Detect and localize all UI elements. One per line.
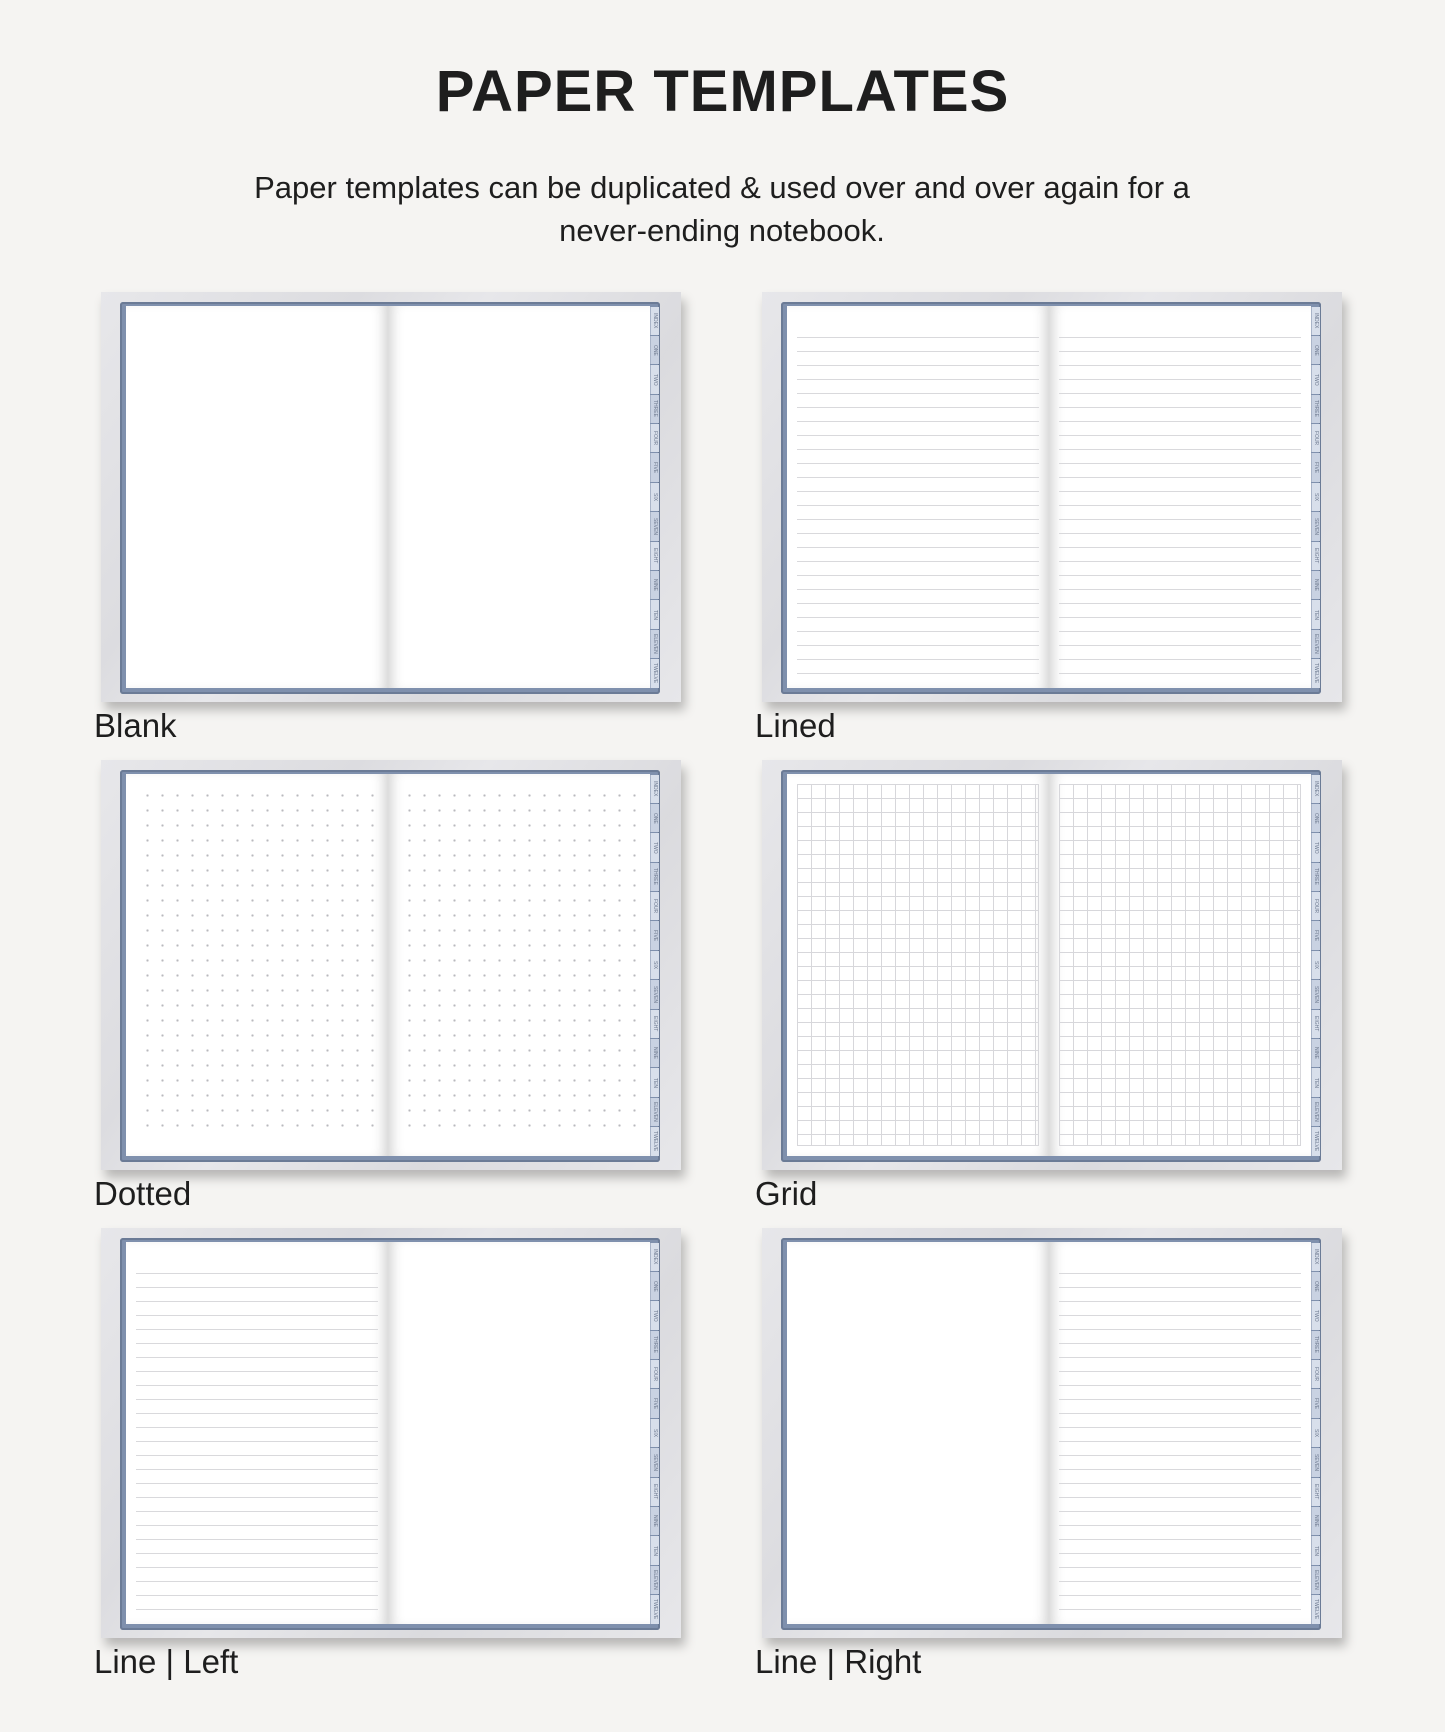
planner-tab: ONE — [650, 336, 659, 364]
planner-cover — [781, 770, 1321, 1162]
left-page-pattern — [797, 324, 1039, 680]
planner-tab: FOUR — [1311, 1360, 1320, 1388]
planner-tab: TEN — [650, 1536, 659, 1564]
planner-tab: TWELVE — [1311, 1127, 1320, 1155]
left-page-pattern — [136, 1260, 378, 1616]
planner-tab: FOUR — [650, 1360, 659, 1388]
planner-tab: INDEX — [1311, 775, 1320, 803]
planner-preview — [762, 1228, 1342, 1638]
template-label: Line | Right — [755, 1643, 922, 1680]
left-page — [126, 774, 388, 1156]
planner-tab: INDEX — [1311, 307, 1320, 335]
planner-tab: ONE — [1311, 1272, 1320, 1300]
template-card-line-left[interactable] — [94, 1228, 681, 1680]
planner-cover — [120, 302, 660, 694]
planner-preview — [101, 760, 681, 1170]
planner-tab: TWELVE — [650, 1127, 659, 1155]
planner-tab: NINE — [1311, 571, 1320, 599]
planner-preview — [101, 292, 681, 702]
planner-tab: FOUR — [1311, 892, 1320, 920]
planner-tab: INDEX — [650, 307, 659, 335]
planner-tab: SIX — [650, 483, 659, 511]
planner-tab: TWELVE — [1311, 659, 1320, 687]
planner-preview — [101, 1228, 681, 1638]
planner-tab: THREE — [1311, 395, 1320, 423]
template-label: Line | Left — [94, 1643, 239, 1680]
planner-tabs — [650, 774, 659, 1156]
template-card-lined[interactable] — [755, 292, 1342, 744]
planner-tab: SEVEN — [650, 512, 659, 540]
planner-cover — [781, 302, 1321, 694]
template-card-blank[interactable] — [94, 292, 681, 744]
planner-tab: THREE — [650, 863, 659, 891]
planner-tab: FIVE — [650, 1389, 659, 1417]
page-title: PAPER TEMPLATES — [435, 59, 1010, 124]
planner-tab: THREE — [650, 1331, 659, 1359]
right-page — [388, 306, 650, 688]
template-card-line-right[interactable] — [755, 1228, 1342, 1680]
subtitle-line-2: never-ending notebook. — [559, 213, 885, 248]
template-label: Grid — [755, 1175, 818, 1212]
planner-tab: TWELVE — [650, 659, 659, 687]
planner-tab: ELEVEN — [650, 630, 659, 658]
planner-tab: TWO — [650, 365, 659, 393]
planner-tab: ONE — [1311, 336, 1320, 364]
right-page-pattern — [1059, 784, 1301, 1146]
planner-tab: THREE — [650, 395, 659, 423]
planner-tab: ELEVEN — [650, 1566, 659, 1594]
template-label: Dotted — [94, 1175, 192, 1212]
planner-tab: FIVE — [1311, 921, 1320, 949]
subtitle-line-1: Paper templates can be duplicated & used over and over again for a — [254, 170, 1190, 205]
planner-tab: FIVE — [650, 453, 659, 481]
planner-tab: NINE — [650, 571, 659, 599]
planner-cover — [120, 770, 660, 1162]
right-page — [388, 774, 650, 1156]
planner-tab: ONE — [650, 1272, 659, 1300]
right-page-pattern — [402, 788, 636, 1136]
template-label: Lined — [755, 707, 836, 744]
planner-preview — [762, 760, 1342, 1170]
planner-tab: SEVEN — [1311, 980, 1320, 1008]
planner-cover — [120, 1238, 660, 1630]
planner-tab: INDEX — [1311, 1243, 1320, 1271]
planner-tab: ONE — [650, 804, 659, 832]
planner-tab: THREE — [1311, 863, 1320, 891]
template-card-dotted[interactable] — [94, 760, 681, 1212]
left-page — [787, 774, 1049, 1156]
planner-tab: TEN — [1311, 600, 1320, 628]
planner-tab: EIGHT — [1311, 1010, 1320, 1038]
right-page — [1049, 1242, 1311, 1624]
planner-tab: NINE — [1311, 1039, 1320, 1067]
planner-tab: SEVEN — [650, 980, 659, 1008]
planner-tab: FOUR — [1311, 424, 1320, 452]
planner-tab: EIGHT — [650, 542, 659, 570]
planner-tabs — [1311, 1242, 1320, 1624]
planner-tab: NINE — [1311, 1507, 1320, 1535]
planner-tab: SEVEN — [1311, 1448, 1320, 1476]
planner-tabs — [1311, 306, 1320, 688]
planner-tab: NINE — [650, 1039, 659, 1067]
planner-tab: FOUR — [650, 892, 659, 920]
planner-tab: FIVE — [650, 921, 659, 949]
planner-tab: ELEVEN — [1311, 1098, 1320, 1126]
left-page — [787, 1242, 1049, 1624]
planner-tab: TEN — [650, 600, 659, 628]
planner-tab: ELEVEN — [650, 1098, 659, 1126]
right-page-pattern — [1059, 1260, 1301, 1616]
planner-tab: EIGHT — [1311, 1478, 1320, 1506]
left-page — [126, 306, 388, 688]
planner-tab: TWELVE — [650, 1595, 659, 1623]
right-page-pattern — [1059, 324, 1301, 680]
left-page — [126, 1242, 388, 1624]
planner-tab: SIX — [1311, 1419, 1320, 1447]
planner-tab: SEVEN — [650, 1448, 659, 1476]
planner-tab: TWO — [1311, 365, 1320, 393]
planner-tab: NINE — [650, 1507, 659, 1535]
planner-tab: SIX — [650, 1419, 659, 1447]
page-subtitle — [222, 166, 1222, 252]
planner-tab: TEN — [1311, 1068, 1320, 1096]
template-label: Blank — [94, 707, 177, 744]
planner-tab: EIGHT — [1311, 542, 1320, 570]
template-card-grid[interactable] — [755, 760, 1342, 1212]
planner-tabs — [650, 1242, 659, 1624]
planner-tab: TWO — [1311, 833, 1320, 861]
planner-tab: TWO — [1311, 1301, 1320, 1329]
planner-tab: SIX — [650, 951, 659, 979]
right-page — [1049, 774, 1311, 1156]
planner-cover — [781, 1238, 1321, 1630]
planner-tab: TEN — [1311, 1536, 1320, 1564]
planner-tab: ELEVEN — [1311, 1566, 1320, 1594]
right-page — [388, 1242, 650, 1624]
left-page-pattern — [797, 784, 1039, 1146]
planner-preview — [762, 292, 1342, 702]
planner-tab: INDEX — [650, 775, 659, 803]
planner-tab: SEVEN — [1311, 512, 1320, 540]
planner-tab: SIX — [1311, 483, 1320, 511]
planner-tab: FOUR — [650, 424, 659, 452]
planner-tab: EIGHT — [650, 1010, 659, 1038]
planner-tab: ELEVEN — [1311, 630, 1320, 658]
planner-tab: TWELVE — [1311, 1595, 1320, 1623]
planner-tab: ONE — [1311, 804, 1320, 832]
planner-tab: FIVE — [1311, 453, 1320, 481]
planner-tab: TWO — [650, 1301, 659, 1329]
planner-tab: SIX — [1311, 951, 1320, 979]
left-page — [787, 306, 1049, 688]
planner-tab: THREE — [1311, 1331, 1320, 1359]
planner-tab: TEN — [650, 1068, 659, 1096]
right-page — [1049, 306, 1311, 688]
planner-tab: EIGHT — [650, 1478, 659, 1506]
planner-tab: INDEX — [650, 1243, 659, 1271]
planner-tabs — [1311, 774, 1320, 1156]
left-page-pattern — [140, 788, 374, 1136]
planner-tabs — [650, 306, 659, 688]
planner-tab: FIVE — [1311, 1389, 1320, 1417]
planner-tab: TWO — [650, 833, 659, 861]
